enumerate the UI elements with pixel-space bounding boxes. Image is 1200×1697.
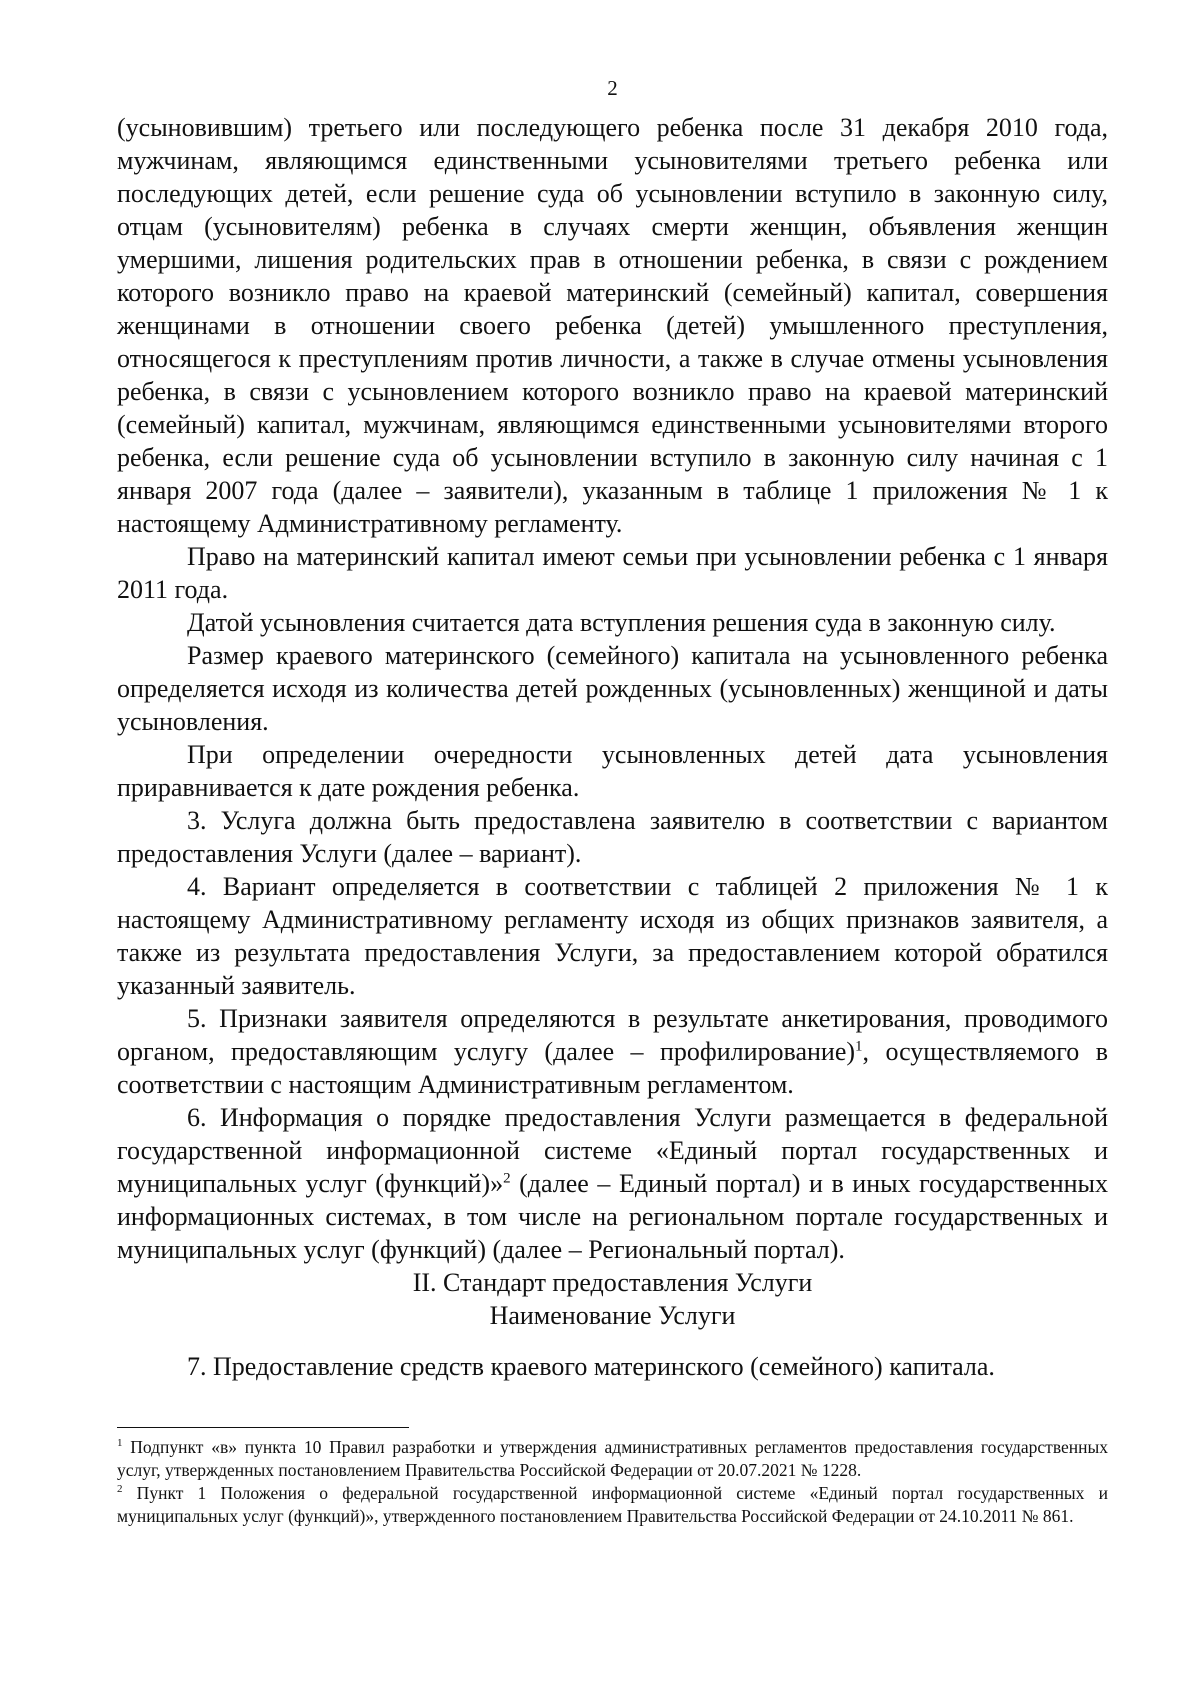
footnote-mark-2: 2 bbox=[117, 1483, 123, 1496]
section-heading: II. Стандарт предоставления Услуги bbox=[412, 1268, 813, 1297]
footnote-1 bbox=[117, 1436, 1108, 1482]
item-5-text-b: , осуществляемого в соответствии с настоящим Административным регламентом. bbox=[117, 1037, 1108, 1099]
item-6-text-a: 6. Информация о порядке предоставления Услуги размещается в федеральной государственной информационной системе «Единый портал государственных и муниципальных услуг (функций)» bbox=[117, 1103, 1108, 1198]
paragraph-item-6 bbox=[117, 1101, 1108, 1266]
footnote-2 bbox=[117, 1482, 1108, 1528]
item-6-text-b: (далее – Единый портал) и в иных государственных информационных системах, в том числе на региональном портале государственных и муниципальных услуг (функций) (далее – Региональный портал). bbox=[117, 1169, 1108, 1264]
paragraph-item-7: 7. Предоставление средств краевого материнского (семейного) капитала. bbox=[187, 1352, 995, 1381]
paragraph-item-3: 3. Услуга должна быть предоставлена заявителю в соответствии с вариантом предоставления Услуги (далее – вариант). bbox=[117, 806, 1108, 868]
subsection-heading: Наименование Услуги bbox=[489, 1301, 736, 1330]
paragraph-order: При определении очередности усыновленных детей дата усыновления приравнивается к дате рождения ребенка. bbox=[117, 740, 1108, 802]
paragraph-capital-size: Размер краевого материнского (семейного) капитала на усыновленного ребенка определяется исходя из количества детей рожденных (усыновленных) женщиной и даты усыновления. bbox=[117, 641, 1108, 736]
footnote-text-1: Подпункт «в» пункта 10 Правил разработки и утверждения административных регламентов предоставления государственных услуг, утвержденных постановлением Правительства Российской Федерации от 20.07.2021 № 1228. bbox=[117, 1437, 1108, 1480]
paragraph-item-5 bbox=[117, 1002, 1108, 1101]
footnote-ref-1: 1 bbox=[855, 1038, 863, 1055]
page-number: 2 bbox=[607, 76, 618, 100]
paragraph-item-4: 4. Вариант определяется в соответствии с таблицей 2 приложения № 1 к настоящему Административному регламенту исходя из общих признаков заявителя, а также из результата предоставления Услуги, за предоставлением которой обратился указанный заявитель. bbox=[117, 872, 1108, 1000]
footnotes bbox=[117, 1436, 1108, 1528]
paragraph-adoption-right: Право на материнский капитал имеют семьи при усыновлении ребенка с 1 января 2011 года. bbox=[117, 542, 1108, 604]
paragraph-adoption-date: Датой усыновления считается дата вступления решения суда в законную силу. bbox=[187, 608, 1056, 637]
item-5-text-a: 5. Признаки заявителя определяются в результате анкетирования, проводимого органом, предоставляющим услугу (далее – профилирование) bbox=[117, 1004, 1108, 1066]
body-text bbox=[117, 111, 1108, 1383]
footnote-text-2: Пункт 1 Положения о федеральной государственной информационной системе «Единый портал государственных и муниципальных услуг (функций)», утвержденного постановлением Правительства Российской Федерации от 24.10.2011 № 861. bbox=[117, 1483, 1108, 1526]
footnote-separator bbox=[117, 1427, 409, 1428]
paragraph-applicants: (усыновившим) третьего или последующего ребенка после 31 декабря 2010 года, мужчинам, являющимся единственными усыновителями третьего ребенка или последующих детей, если решение суда об усыновлении вступило в законную силу, отцам (усыновителям) ребенка в случаях смерти женщин, объявления женщин умершими, лишения родительских прав в отношении ребенка, в связи с рождением которого возникло право на краевой материнский (семейный) капитал, совершения женщинами в отношении своего ребенка (детей) умышленного преступления, относящегося к преступлениям против личности, а также в случае отмены усыновления ребенка, в связи с усыновлением которого возникло право на краевой материнский (семейный) капитал, мужчинам, являющимся единственными усыновителями второго ребенка, если решение суда об усыновлении вступило в законную силу начиная с 1 января 2007 года (далее – заявители), указанным в таблице 1 приложения № 1 к настоящему Административному регламенту. bbox=[117, 113, 1108, 538]
footnote-ref-2: 2 bbox=[503, 1170, 511, 1187]
footnote-mark-1: 1 bbox=[117, 1437, 123, 1450]
